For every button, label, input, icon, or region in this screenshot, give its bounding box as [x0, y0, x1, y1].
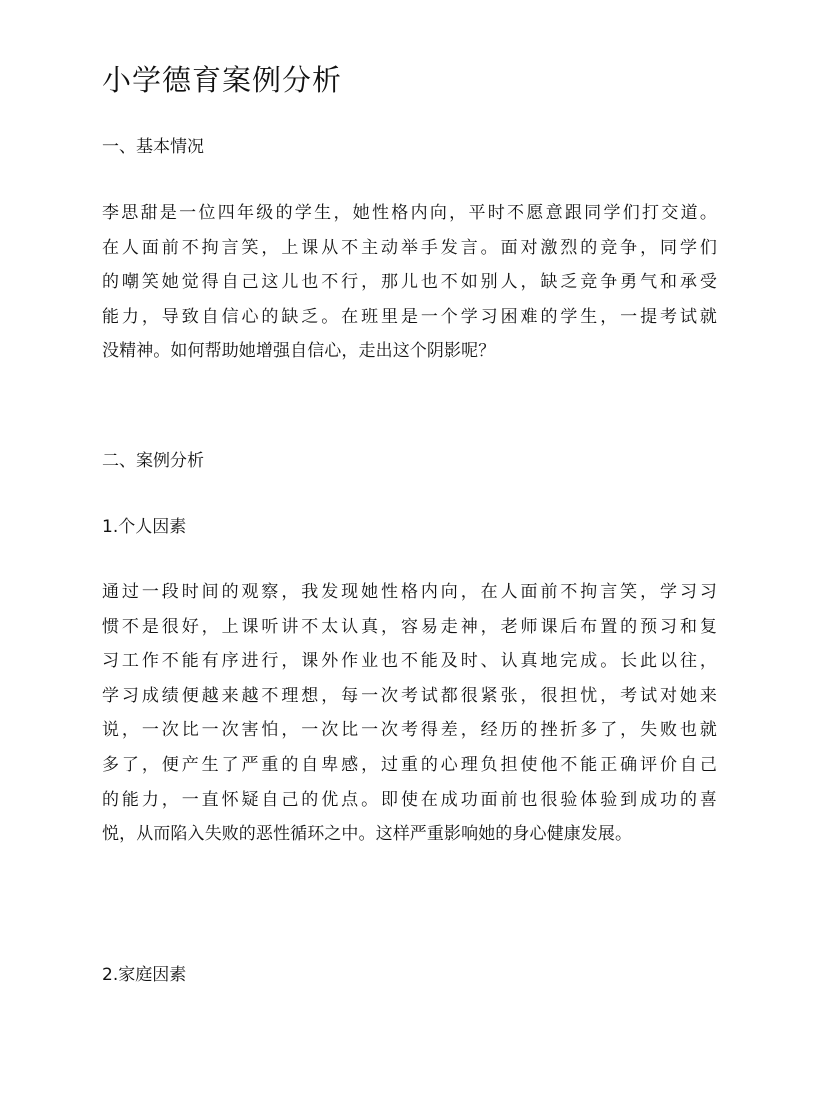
paragraph-basic-info [102, 196, 717, 369]
paragraph-line: 习工作不能有序进行，课外作业也不能及时、认真地完成。长此以往， [102, 651, 717, 672]
paragraph-line: 李思甜是一位四年级的学生，她性格内向，平时不愿意跟同学们打交道。 [102, 203, 717, 223]
paragraph-line: 的能力，一直怀疑自己的优点。即使在成功面前也很验体验到成功的喜 [102, 789, 717, 810]
paragraph-line: 的嘲笑她觉得自己这儿也不行，那儿也不如别人，缺乏竞争勇气和承受 [102, 272, 717, 293]
paragraph-line: 通过一段时间的观察，我发现她性格内向，在人面前不拘言笑，学习习 [102, 582, 717, 602]
paragraph-line: 能力，导致自信心的缺乏。在班里是一个学习困难的学生，一提考试就 [102, 306, 717, 327]
paragraph-line: 悦，从而陷入失败的恶性循环之中。这样严重影响她的身心健康发展。 [102, 824, 633, 845]
paragraph-line: 多了，便产生了严重的自卑感，过重的心理负担使他不能正确评价自己 [102, 754, 717, 775]
paragraph-line: 学习成绩便越来越不理想，每一次考试都很紧张，很担忧，考试对她来 [102, 685, 717, 706]
paragraph-line: 惯不是很好，上课听讲不太认真，容易走神，老师课后布置的预习和复 [102, 616, 717, 637]
section-heading-personal-factors: 1.个人因素 [102, 517, 187, 537]
section-heading-basic-info: 一、基本情况 [102, 137, 204, 157]
section-heading-family-factors: 2.家庭因素 [102, 965, 187, 985]
section-heading-case-analysis: 二、案例分析 [102, 451, 204, 471]
paragraph-line: 没精神。如何帮助她增强自信心，走出这个阴影呢？ [102, 341, 496, 362]
paragraph-line: 在人面前不拘言笑，上课从不主动举手发言。面对激烈的竞争，同学们 [102, 237, 717, 258]
document-title: 小学德育案例分析 [102, 63, 343, 97]
paragraph-personal-factors [102, 575, 717, 852]
paragraph-line: 说，一次比一次害怕，一次比一次考得差，经历的挫折多了，失败也就 [102, 720, 717, 741]
